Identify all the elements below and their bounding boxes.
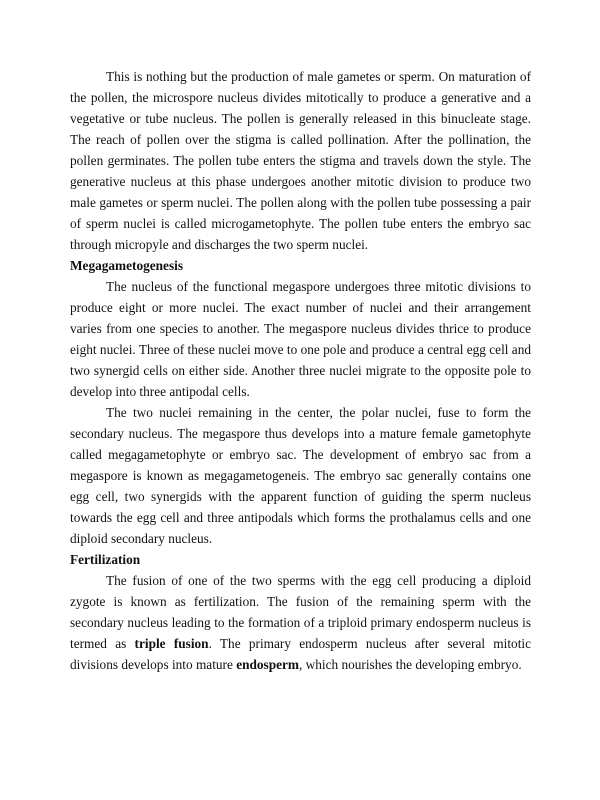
fertilization-text-part-2: . The primary endosperm nucleus after several mitotic divisions develops into mature (70, 636, 531, 672)
fertilization-text-part-1: The fusion of one of the two sperms with the egg cell producing a diploid zygote is known as fertilization. The fusion of the remaining sperm with the secondary nucleus leading to the formation of a triploid primary endosperm nucleus is termed as (70, 573, 531, 651)
fertilization-paragraph (70, 570, 531, 675)
fertilization-text-part-3: , which nourishes the developing embryo. (299, 657, 522, 672)
term-triple-fusion: triple fusion (134, 636, 209, 651)
term-endosperm: endosperm (236, 657, 299, 672)
megagametogenesis-paragraph-2: The two nuclei remaining in the center, the polar nuclei, fuse to form the secondary nucleus. The megaspore thus develops into a mature female gametophyte called megagametophyte or embryo sac. The development of embryo sac from a megaspore is known as megagametogeneis. The embryo sac generally contains one egg cell, two synergids with the apparent function of guiding the sperm nucleus towards the egg cell and three antipodals which forms the prothalamus cells and one diploid secondary nucleus. (70, 405, 531, 546)
section-heading-megagametogenesis: Megagametogenesis (70, 258, 183, 273)
megagametogenesis-paragraph-1: The nucleus of the functional megaspore undergoes three mitotic divisions to produce eight or more nuclei. The exact number of nuclei and their arrangement varies from one species to another. The megaspore nucleus divides thrice to produce eight nuclei. Three of these nuclei move to one pole and produce a central egg cell and two synergid cells on either side. Another three nuclei migrate to the opposite pole to develop into three antipodal cells. (70, 279, 531, 399)
section-heading-fertilization: Fertilization (70, 552, 141, 567)
intro-paragraph: This is nothing but the production of male gametes or sperm. On maturation of the pollen, the microspore nucleus divides mitotically to produce a generative and a vegetative or tube nucleus. The pollen is generally released in this binucleate stage. The reach of pollen over the stigma is called pollination. After the pollination, the pollen germinates. The pollen tube enters the stigma and travels down the style. The generative nucleus at this phase undergoes another mitotic division to produce two male gametes or sperm nuclei. The pollen along with the pollen tube possessing a pair of sperm nuclei is called microgametophyte. The pollen tube enters the embryo sac through micropyle and discharges the two sperm nuclei. (70, 69, 531, 252)
document-page (70, 66, 531, 675)
